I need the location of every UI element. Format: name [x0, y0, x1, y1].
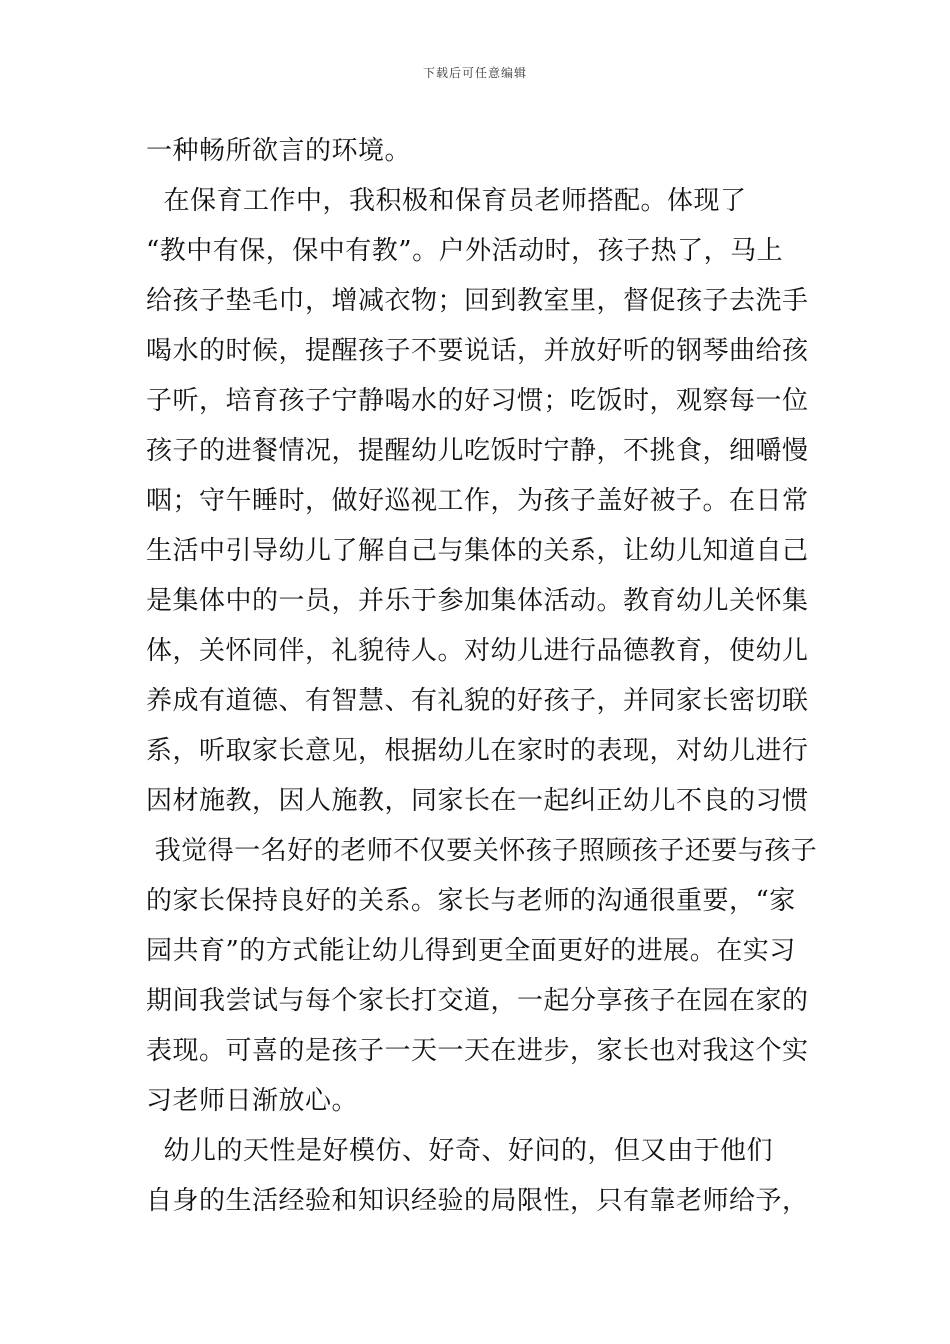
text-line: 生活中引导幼儿了解自己与集体的关系，让幼儿知道自己	[146, 536, 809, 566]
text-line: 系，听取家长意见，根据幼儿在家时的表现，对幼儿进行	[146, 736, 809, 766]
text-line: 在保育工作中，我积极和保育员老师搭配。体现了	[146, 186, 747, 216]
text-line: 期间我尝试与每个家长打交道，一起分享孩子在园在家的	[146, 986, 809, 1016]
text-line: 自身的生活经验和知识经验的局限性，只有靠老师给予，	[146, 1186, 809, 1216]
text-line: 因材施教，因人施教，同家长在一起纠正幼儿不良的习惯	[146, 786, 809, 816]
page-header: 下载后可任意编辑	[422, 66, 527, 80]
text-line: 子听，培育孩子宁静喝水的好习惯；吃饭时，观察每一位	[146, 386, 809, 416]
text-line: 体，关怀同伴，礼貌待人。对幼儿进行品德教育，使幼儿	[146, 636, 809, 666]
text-line: 养成有道德、有智慧、有礼貌的好孩子，并同家长密切联	[146, 686, 809, 716]
text-line: 的家长保持良好的关系。家长与老师的沟通很重要，“家	[146, 886, 796, 916]
text-line: 我觉得一名好的老师不仅要关怀孩子照顾孩子还要与孩子	[146, 836, 818, 866]
text-line: “教中有保，保中有教”。户外活动时，孩子热了，马上	[146, 236, 784, 266]
body-text	[146, 126, 816, 1226]
text-line: 园共育”的方式能让幼儿得到更全面更好的进展。在实习	[146, 936, 796, 966]
text-line: 给孩子垫毛巾，增减衣物；回到教室里，督促孩子去洗手	[146, 286, 809, 316]
text-line: 孩子的进餐情况，提醒幼儿吃饭时宁静，不挑食，细嚼慢	[146, 436, 809, 466]
text-line: 咽；守午睡时，做好巡视工作，为孩子盖好被子。在日常	[146, 486, 809, 516]
text-line: 喝水的时候，提醒孩子不要说话，并放好听的钢琴曲给孩	[146, 336, 809, 366]
text-line: 习老师日渐放心。	[146, 1086, 359, 1116]
text-line: 是集体中的一员，并乐于参加集体活动。教育幼儿关怀集	[146, 586, 809, 616]
text-line: 幼儿的天性是好模仿、好奇、好问的，但又由于他们	[146, 1136, 774, 1166]
text-line: 一种畅所欲言的环境。	[146, 136, 412, 166]
text-line: 表现。可喜的是孩子一天一天在进步，家长也对我这个实	[146, 1036, 809, 1066]
